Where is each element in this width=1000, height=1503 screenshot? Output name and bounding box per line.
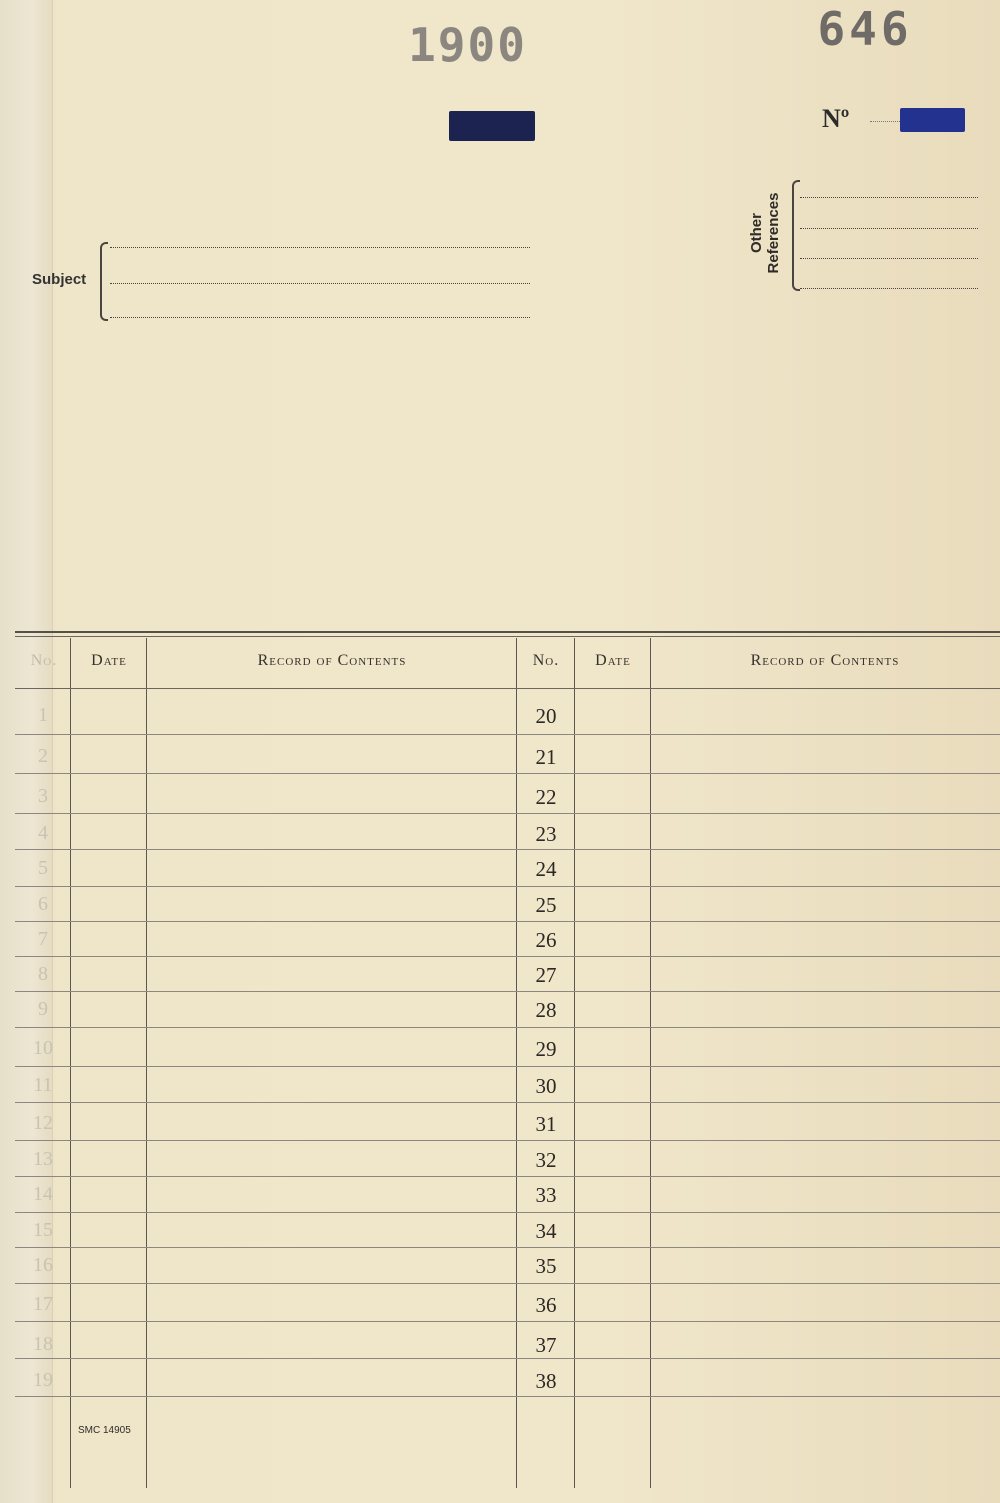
subject-label: Subject <box>32 271 87 288</box>
row-number-right: 22 <box>535 785 557 809</box>
row-number-right: 31 <box>535 1112 557 1136</box>
row-number-left: 15 <box>33 1219 53 1241</box>
row-rule <box>15 1283 1000 1284</box>
form-code: SMC 14905 <box>78 1425 131 1436</box>
row-number-right: 36 <box>535 1293 557 1317</box>
row-number-right: 24 <box>535 857 557 881</box>
row-rule <box>15 1140 1000 1141</box>
other-references-line1: Other <box>748 213 765 254</box>
row-number-left: 4 <box>38 822 48 844</box>
row-number-right: 35 <box>535 1254 557 1278</box>
subject-line-1[interactable] <box>110 247 530 248</box>
table-top-rule-inner <box>15 636 1000 637</box>
row-rule <box>15 1247 1000 1248</box>
row-number-left: 9 <box>38 998 48 1020</box>
references-brace <box>792 180 800 291</box>
row-number-left: 13 <box>33 1148 53 1170</box>
number-label: Nº <box>822 104 850 133</box>
row-number-right: 27 <box>535 963 557 987</box>
row-number-right: 20 <box>535 704 557 728</box>
other-references-label <box>748 183 796 283</box>
row-number-left: 18 <box>33 1333 53 1355</box>
row-number-left: 10 <box>33 1037 53 1059</box>
year-stamp: 1900 <box>408 18 527 72</box>
header-no-right: No. <box>532 652 560 669</box>
row-number-right: 34 <box>535 1219 557 1243</box>
row-rule <box>15 886 1000 887</box>
subject-brace <box>100 242 108 321</box>
row-number-left: 11 <box>33 1074 53 1096</box>
column-divider-no-date-left <box>70 638 71 1488</box>
row-rule <box>15 956 1000 957</box>
row-rule <box>15 1066 1000 1067</box>
row-number-left: 5 <box>38 857 48 879</box>
file-number-stamp: 646 <box>817 2 913 56</box>
row-rule <box>15 1027 1000 1028</box>
reference-line-1[interactable] <box>800 197 978 198</box>
redaction-mark-left <box>449 111 535 141</box>
row-number-right: 25 <box>535 893 557 917</box>
row-number-left: 6 <box>38 893 48 915</box>
subject-line-2[interactable] <box>110 283 530 284</box>
row-number-right: 32 <box>535 1148 557 1172</box>
row-rule <box>15 1102 1000 1103</box>
row-number-right: 30 <box>535 1074 557 1098</box>
row-number-right: 37 <box>535 1333 557 1357</box>
row-number-right: 23 <box>535 822 557 846</box>
row-rule <box>15 991 1000 992</box>
header-date-left: Date <box>91 652 127 669</box>
other-references-line2: References <box>765 192 782 274</box>
row-number-left: 2 <box>38 745 48 767</box>
row-number-left: 17 <box>33 1293 53 1315</box>
row-rule <box>15 773 1000 774</box>
row-rule <box>15 849 1000 850</box>
row-number-left: 16 <box>33 1254 53 1276</box>
row-number-left: 7 <box>38 928 48 950</box>
row-number-left: 19 <box>33 1369 53 1391</box>
row-rule <box>15 1212 1000 1213</box>
header-date-right: Date <box>595 652 631 669</box>
row-rule <box>15 1358 1000 1359</box>
row-rule <box>15 1321 1000 1322</box>
header-no-left: No. <box>30 652 58 669</box>
column-divider-date-record-right <box>650 638 651 1488</box>
reference-line-3[interactable] <box>800 258 978 259</box>
number-dotted-line <box>870 121 900 122</box>
row-number-left: 1 <box>38 704 48 726</box>
row-number-right: 33 <box>535 1183 557 1207</box>
row-number-right: 21 <box>535 745 557 769</box>
redaction-mark-right <box>900 108 965 132</box>
subject-line-3[interactable] <box>110 317 530 318</box>
reference-line-4[interactable] <box>800 288 978 289</box>
row-number-right: 26 <box>535 928 557 952</box>
row-number-left: 14 <box>33 1183 53 1205</box>
row-rule <box>15 1176 1000 1177</box>
header-bottom-rule <box>15 688 1000 689</box>
row-rule <box>15 1396 1000 1397</box>
row-number-left: 3 <box>38 785 48 807</box>
row-number-right: 38 <box>535 1369 557 1393</box>
row-number-left: 8 <box>38 963 48 985</box>
reference-line-2[interactable] <box>800 228 978 229</box>
header-record-right: Record of Contents <box>750 652 900 669</box>
row-rule <box>15 734 1000 735</box>
header-record-left: Record of Contents <box>257 652 407 669</box>
column-divider-date-record-left <box>146 638 147 1488</box>
row-number-left: 12 <box>33 1112 53 1134</box>
row-rule <box>15 921 1000 922</box>
row-number-right: 28 <box>535 998 557 1022</box>
row-rule <box>15 813 1000 814</box>
row-number-right: 29 <box>535 1037 557 1061</box>
table-top-rule <box>15 631 1000 633</box>
